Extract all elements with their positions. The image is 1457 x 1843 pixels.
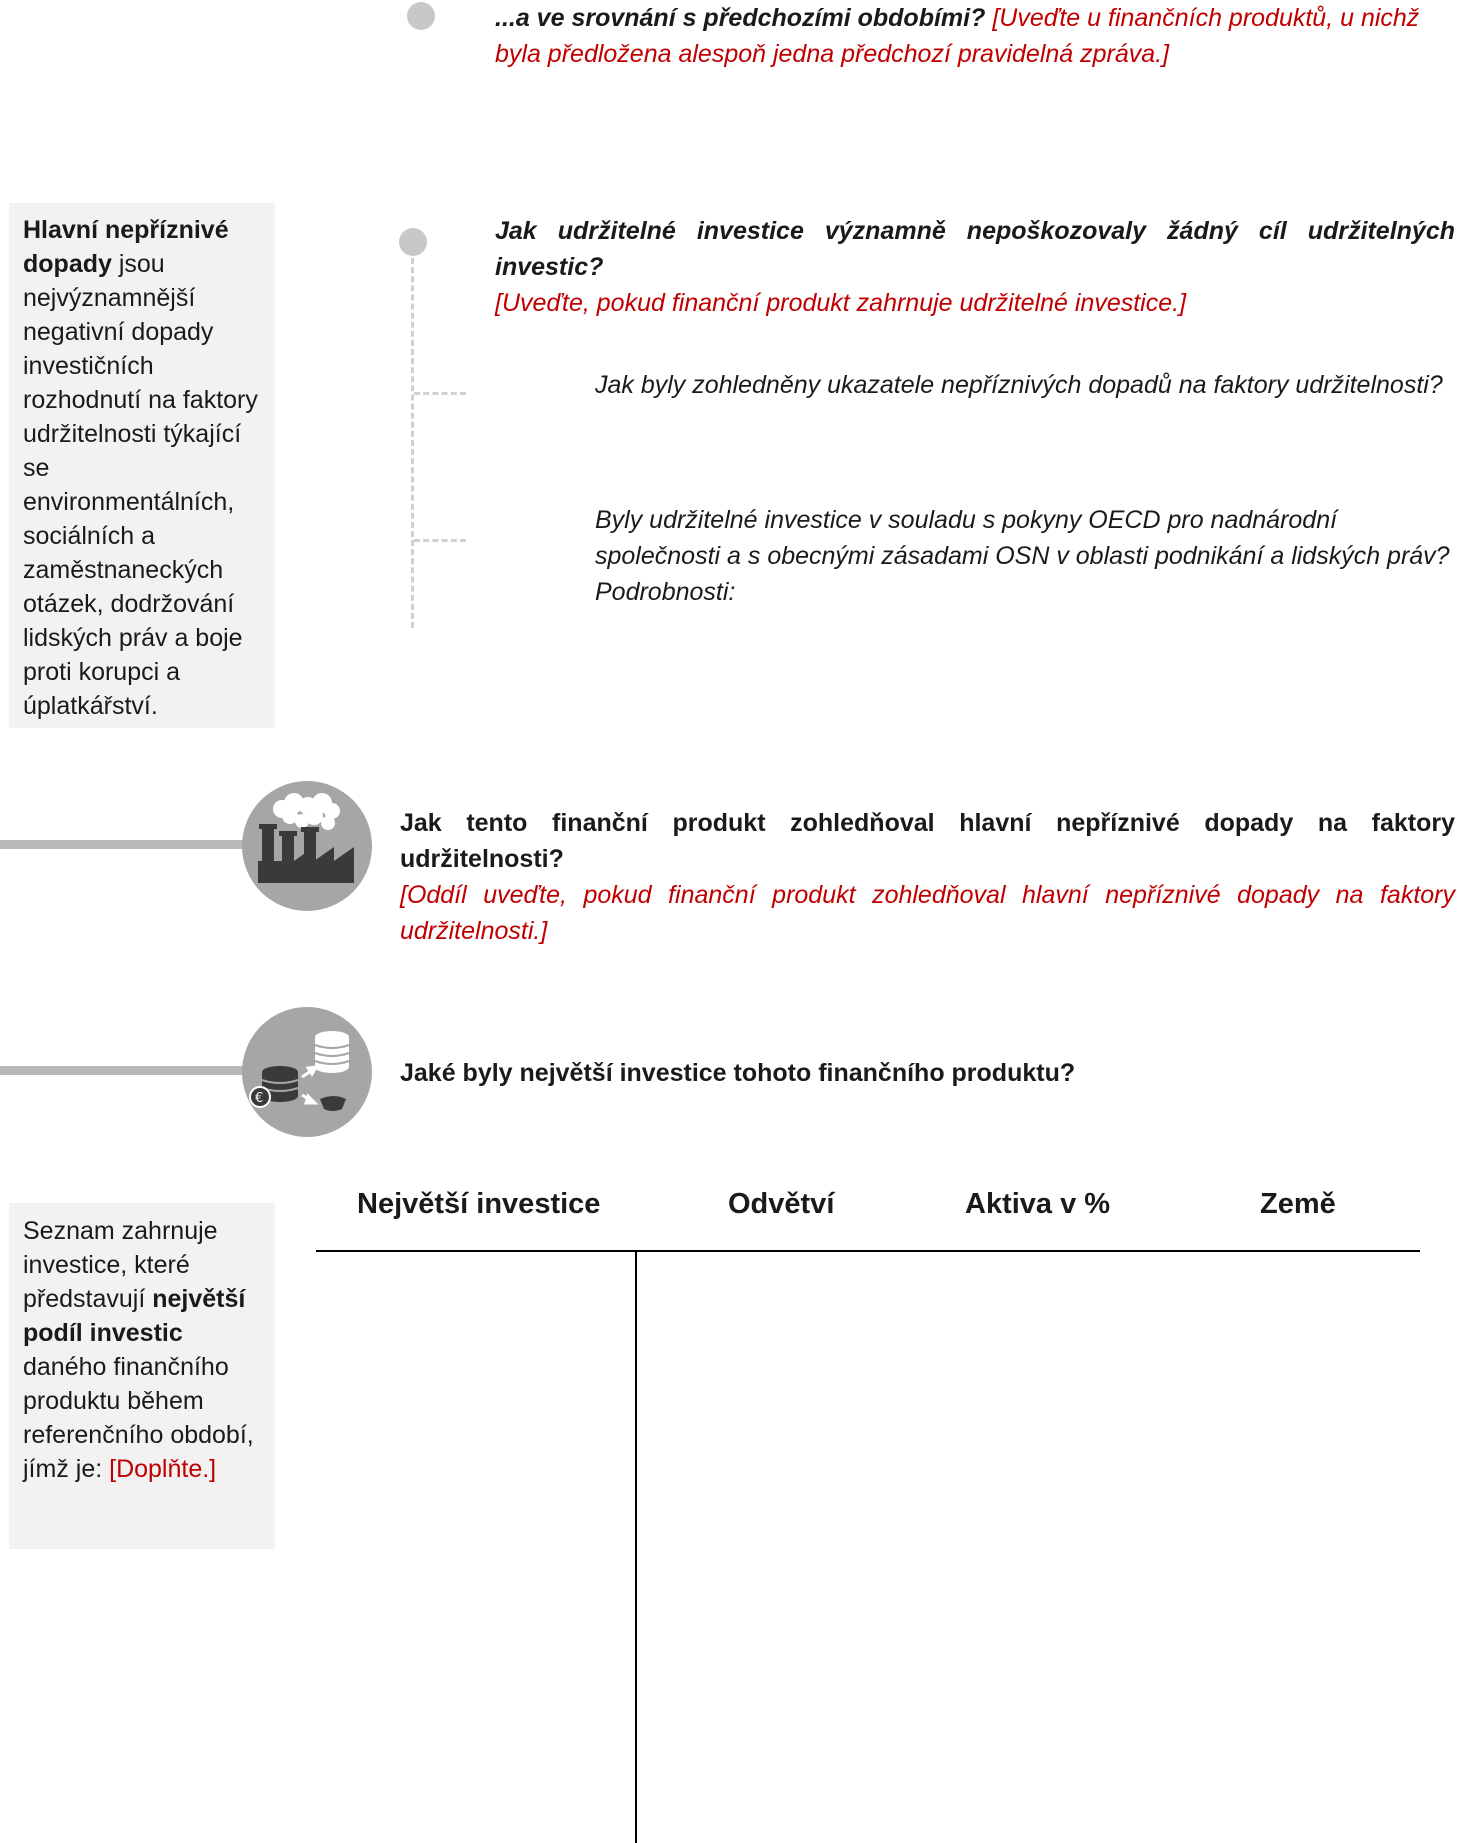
dnsh-subquestion-indicators: Jak byly zohledněny ukazatele nepříznivých dopadů na faktory udržitelnosti? xyxy=(595,371,1443,399)
timeline-dot xyxy=(399,228,427,256)
section-connector-line xyxy=(0,1066,250,1075)
table-header-country: Země xyxy=(1260,1188,1336,1220)
dnsh-note: [Uveďte, pokud finanční produkt zahrnuje udržitelné investice.] xyxy=(495,289,1187,317)
pai-question-block xyxy=(400,805,1455,949)
table-header-largest-investments: Největší investice xyxy=(357,1188,601,1220)
pai-question: Jak tento finanční produkt zohledňoval hlavní nepříznivé dopady na faktory udržitelnosti? xyxy=(400,809,1455,873)
table-header-rule xyxy=(316,1250,1420,1252)
timeline-branch xyxy=(414,392,466,395)
coins-investment-icon xyxy=(242,1007,372,1137)
section-connector-line xyxy=(0,840,250,849)
timeline-dashed-line xyxy=(411,258,414,628)
sidebar-adverse-bold: Hlavní nepříznivé dopady xyxy=(23,216,229,278)
comparison-note: [Uveďte u finančních produktů, u nichž byla předložena alespoň jedna předchozí pravidelná zpráva.] xyxy=(495,4,1420,68)
table-header-sector: Odvětví xyxy=(728,1188,835,1220)
sidebar-list-text-2: daného finančního produktu během referenčního období, jímž je: xyxy=(23,1353,254,1483)
timeline-dot xyxy=(407,2,435,30)
dnsh-subquestion-oecd: Byly udržitelné investice v souladu s pokyny OECD pro nadnárodní společnosti a s obecnými zásadami OSN v oblasti podnikání a lidských práv? Podrobnosti: xyxy=(595,506,1450,606)
comparison-lead: ...a ve srovnání s předchozími obdobími? xyxy=(495,4,986,32)
sidebar-top-investments-definition xyxy=(9,1203,275,1549)
sidebar-list-text-1: Seznam zahrnuje investice, které představují xyxy=(23,1217,218,1313)
table-column-divider xyxy=(635,1252,637,1843)
factory-smoke-icon xyxy=(242,781,372,911)
dnsh-question: Jak udržitelné investice významně nepoškozovaly žádný cíl udržitelných investic? xyxy=(495,217,1455,281)
pai-note: [Oddíl uveďte, pokud finanční produkt zohledňoval hlavní nepříznivé dopady na faktory udržitelnosti.] xyxy=(400,881,1455,945)
comparison-question xyxy=(495,0,1425,72)
sidebar-adverse-impacts-definition xyxy=(9,203,275,728)
sidebar-adverse-text: jsou nejvýznamnější negativní dopady investičních rozhodnutí na faktory udržitelnosti týkající se environmentálních, sociálních a zaměstnaneckých otázek, dodržování lidských práv a boje proti korupci a úplatkářství. xyxy=(23,250,258,720)
dnsh-question-block xyxy=(495,213,1455,321)
timeline-branch xyxy=(414,539,466,542)
sidebar-list-bold: největší podíl investic xyxy=(23,1285,246,1347)
top-investments-question: Jaké byly největší investice tohoto finančního produktu? xyxy=(400,1059,1076,1087)
svg-text:€: € xyxy=(255,1091,264,1106)
sidebar-list-placeholder: [Doplňte.] xyxy=(109,1455,217,1483)
table-header-assets-percent: Aktiva v % xyxy=(965,1188,1111,1220)
